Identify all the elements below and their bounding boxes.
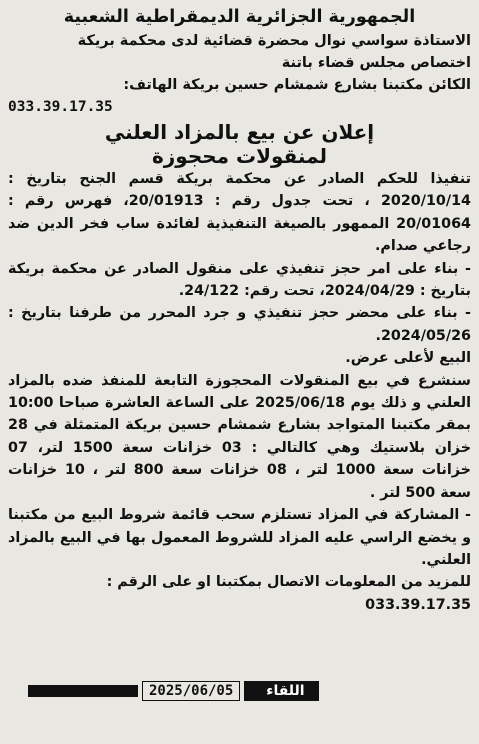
notice-title: إعلان عن بيع بالمزاد العلني [104,120,375,144]
notice-subtitle: لمنقولات محجوزة [151,144,328,168]
participation-paragraph: - المشاركة في المزاد تستلزم سحب قائمة شروط البيع من مكتبنا و يخضع الراسي عليه المزاد للشروط المعمول بها في البيع بالمزاد العلني. [8,507,471,568]
office-phone: 033.39.17.35 [8,99,113,115]
notice-body [8,168,471,616]
seizure-order-paragraph: - بناء على امر حجز تنفيذي على منقول الصادر عن محكمة بريكة بتاريخ : 2024/04/29، تحت رقم: 24/122. [8,260,471,300]
office-address-line: الكائن مكتبنا بشارع شمشام حسين بريكة الهاتف: [123,77,471,93]
contact-paragraph: للمزيد من المعلومات الاتصال بمكتبنا او على الرقم : [106,574,471,591]
auction-details-paragraph: سنشرع في بيع المنقولات المحجوزة التابعة للمنفذ ضده بالمزاد العلني و ذلك يوم 2025/06/18 على الساعة العاشرة صباحا 10:00 بمقر مكتبنا المتواجد بشارع شمشام حسين بريكة المتمثلة في 28 خزان بلاستيك وهي كالتالي : 03 خزانات سعة 1500 لتر، 07 خزانات سعة 1000 لتر ، 08 خزانات سعة 800 لتر ، 10 خزانات سعة 500 لتر . [8,372,472,501]
bailiff-name: الاستاذة سواسي نوال محضرة قضائية لدى محكمة بريكة [77,33,471,49]
highest-bid-line: البيع لأعلى عرض. [345,350,471,367]
jurisdiction-line: اختصاص مجلس قضاء باتنة [281,55,471,71]
publication-footer [28,681,319,701]
newspaper-name: اللقاء [244,681,318,701]
republic-heading: الجمهورية الجزائرية الديمقراطية الشعبية [63,7,416,27]
publication-date: 2025/06/05 [142,681,240,701]
judgment-paragraph: تنفيذا للحكم الصادر عن محكمة بريكة قسم الجنح بتاريخ : 2020/10/14 ، تحت جدول رقم : 20/01913، فهرس رقم : 20/01064 الممهور بالصيغة التنفيذية لفائدة ساب فخر الدين ضد رجاعي صدام. [8,171,471,255]
footer-bar [28,685,138,697]
seizure-report-paragraph: - بناء على محضر حجز تنفيذي و جرد المحرر من طرفنا بتاريخ : 2024/05/26. [8,305,471,344]
contact-phone: 033.39.17.35 [365,596,471,613]
